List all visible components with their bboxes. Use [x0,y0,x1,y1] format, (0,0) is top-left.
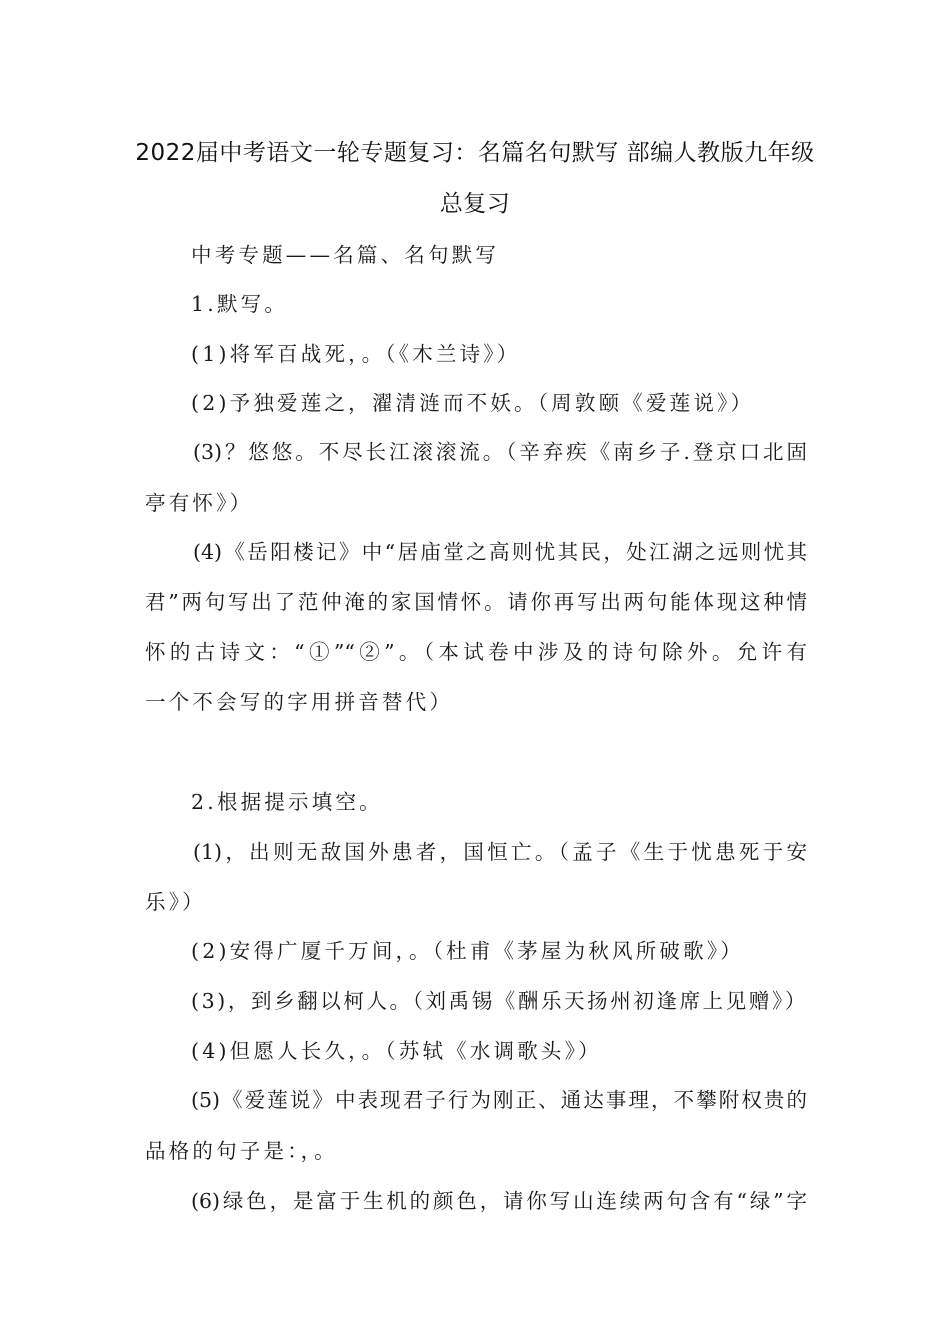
question-1-heading: 1.默写。 [191,292,289,316]
question-2-item-4: (4)但愿人长久，。（苏轼《水调歌头》） [191,1039,602,1063]
question-1-item-4: (4)《岳阳楼记》中“居庙堂之高则忧其民，处江湖之远则忧其 [193,540,807,564]
question-1-item-1: (1)将军百战死，。（《木兰诗》） [191,342,521,366]
question-1-item-3: (3)？悠悠。不尽长江滚滚流。（辛弃疾《南乡子.登京口北固 [193,440,807,464]
question-1-item-3-cont: 亭有怀》） [145,491,254,515]
question-2-item-1-cont: 乐》） [145,890,206,914]
question-2-item-6: (6)绿色，是富于生机的颜色，请你写山连续两句含有“绿”字 [191,1189,807,1213]
question-1-item-4-cont-2: 怀的古诗文：“①”“②”。（本试卷中涉及的诗句除外。允许有 [145,640,807,664]
question-1-item-4-cont-1: 君”两句写出了范仲淹的家国情怀。请你再写出两句能体现这种情 [145,590,807,614]
document-title-line-1: 2022届中考语文一轮专题复习：名篇名句默写 部编人教版九年级 [135,140,815,166]
question-1-item-4-cont-3: 一个不会写的字用拼音替代） [145,690,454,714]
document-title-line-2: 总复习 [439,191,511,217]
question-2-heading: 2.根据提示填空。 [191,790,383,814]
question-1-item-2: (2)予独爱莲之，濯清涟而不妖。（周敦颐《爱莲说》） [191,391,755,415]
question-2-item-2: (2)安得广厦千万间，。（杜甫《茅屋为秋风所破歌》） [191,939,744,963]
section-subtitle: 中考专题——名篇、名句默写 [191,243,500,267]
question-2-item-5: (5)《爱莲说》中表现君子行为刚正、通达事理，不攀附权贵的 [191,1088,807,1112]
question-2-item-3: (3)，到乡翻以柯人。（刘禹锡《酬乐天扬州初逢席上见赠》） [191,989,808,1013]
question-2-item-5-cont: 品格的句子是：，。 [145,1139,338,1163]
question-2-item-1: (1)，出则无敌国外患者，国恒亡。（孟子《生于忧患死于安 [193,840,807,864]
